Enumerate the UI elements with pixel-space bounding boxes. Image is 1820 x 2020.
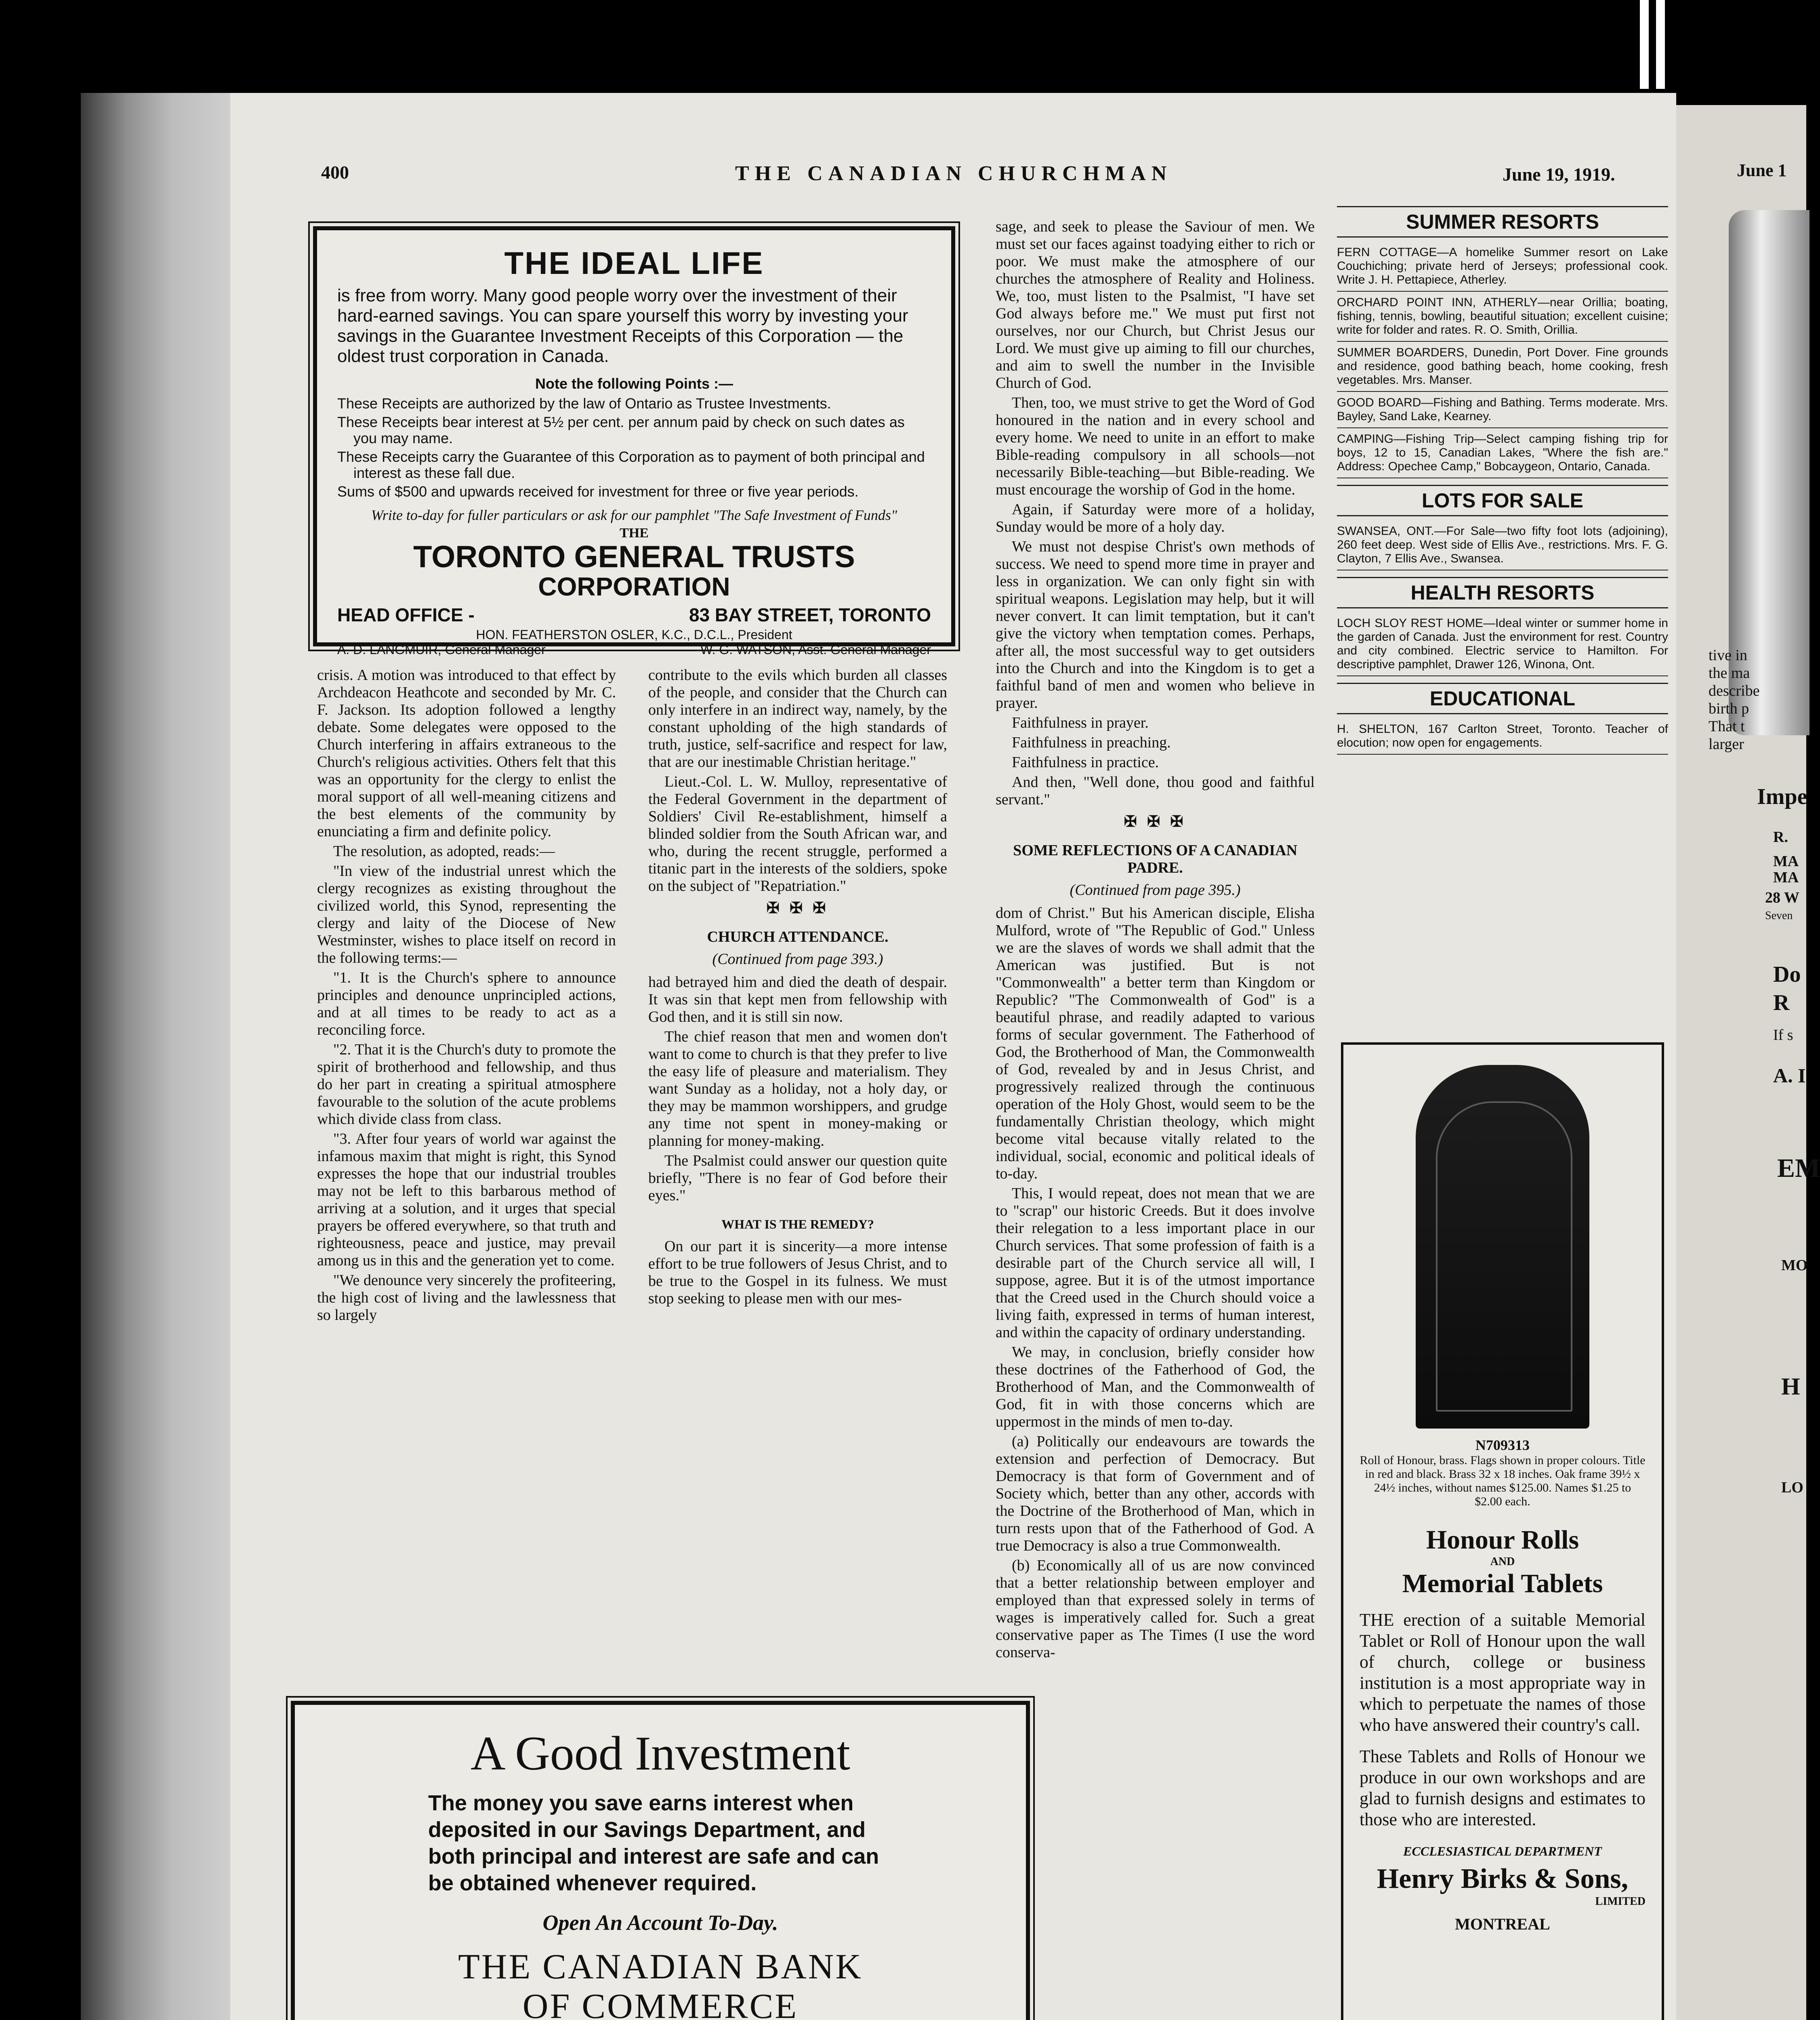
paragraph: The resolution, as adopted, reads:—: [333, 843, 555, 860]
paragraph: Faithfulness in preaching.: [1012, 734, 1171, 751]
paragraph: dom of Christ." But his American disciple, Elisha Mulford, wrote of "The Republic of God." Unless we are the slaves of words we shall admit that the American was justified. But is not "Commonwealth" a better term than Kingdom or Republic? "The Commonwealth of God" is a beautiful phrase, and readily adapted to various forms of secular government. The Fatherhood of God, the Brotherhood of Man, the Commonwealth of God, revealed by and in Jesus Christ, and progressively realized through the continuous operation of the Holy Ghost, would seem to be the fundamentally Christian theology, which might become vital because vitally related to the individual, social, economic and political ideals of to-day.: [996, 905, 1315, 1182]
paragraph: (a) Politically our endeavours are towards the extension and perfection of Democracy. But Democracy is that form of Government and of Society which, better than any other, accords with the Doctrine of the Brotherhood of Man, which in turn rests upon that of the Fatherhood of God. A true Democracy is also a true Commonwealth.: [996, 1433, 1315, 1554]
ad-good-investment: [291, 1701, 1030, 2020]
ad-body: These Tablets and Rolls of Honour we produce in our own workshops and are glad to furnish designs and estimates to those who are interested.: [1360, 1746, 1646, 1829]
paragraph: We may, in conclusion, briefly consider how these doctrines of the Fatherhood of God, the Brotherhood of Man, and the Commonwealth of God, fit in with those concerns which are uppermost in the minds of men to-day.: [996, 1344, 1315, 1430]
ad-point: These Receipts carry the Guarantee of this Corporation as to payment of both principal and interest as these fall due.: [337, 448, 925, 481]
section-lots-for-sale: [1337, 485, 1668, 570]
ad-title: Honour Rolls: [1426, 1525, 1579, 1555]
facing-ad-fragment: MO: [1781, 1257, 1808, 1274]
facing-text-line: larger: [1709, 736, 1744, 753]
ad-intro: is free from worry. Many good people worry over the investment of their hard-earned savings. You can spare yourself this worry by investing your savings in the Guarantee Investment Receipts of this Corporation — the oldest trust corporation in Canada.: [337, 286, 908, 366]
ad-ideal-life: [313, 226, 955, 657]
paragraph: sage, and seek to please the Saviour of men. We must set our faces against toadying either to rich or poor. We must make the atmosphere of our churches the atmosphere of Reality and Holiness. We, too, must listen to the Psalmist, "I have set God always before me." We must put first not ourselves, nor our Church, but Christ Jesus our Lord. We must give up aiming to fill our churches, and aim to swell the number in the Invisible Church of God.: [996, 218, 1315, 391]
ad-president: HON. FEATHERSTON OSLER, K.C., D.C.L., President: [476, 627, 792, 642]
paragraph: This, I would repeat, does not mean that we are to "scrap" our historic Creeds. But it does involve their relegation to a less important place in our Church services. That some profession of faith is a desirable part of the Church service all will, I suppose, agree. But it is of the utmost importance that the Creed used in the Church should voice a living faith, expressed in terms of human interest, and within the capacity of ordinary understanding.: [996, 1185, 1315, 1341]
section-ornament: ✠ ✠ ✠: [766, 900, 829, 917]
listing: CAMPING—Fishing Trip—Select camping fishing trip for boys, 12 to 15, Canadian Lakes, "Where the fish are." Address: Opechee Camp," Bobcaygeon, Ontario, Canada.: [1337, 428, 1668, 478]
article-heading: CHURCH ATTENDANCE.: [707, 928, 889, 945]
ad-bank-name: THE CANADIAN BANK: [458, 1947, 863, 1986]
facing-ad-fragment: LO: [1781, 1479, 1803, 1496]
facing-page-date: June 1: [1737, 160, 1787, 180]
facing-text-line: describe: [1709, 682, 1760, 699]
ad-title: A Good Investment: [471, 1726, 850, 1780]
paragraph: Faithfulness in practice.: [1012, 754, 1159, 771]
section-summer-resorts: [1337, 206, 1668, 478]
catalog-number: N709313: [1475, 1437, 1530, 1453]
ad-firm-name: Henry Birks & Sons,: [1377, 1863, 1629, 1894]
facing-text-line: tive in: [1709, 647, 1748, 664]
ad-point: These Receipts bear interest at 5½ per cent. per annum paid by check on such dates as you may name.: [337, 414, 905, 446]
memorial-tablet-image: [1416, 1065, 1589, 1429]
office-label: HEAD OFFICE -: [337, 604, 475, 625]
facing-ad-fragment: 28 W: [1765, 889, 1799, 906]
column-1: [317, 667, 616, 1326]
continued-note: (Continued from page 393.): [712, 951, 883, 968]
ad-company-name-2: CORPORATION: [538, 572, 730, 601]
ad-bank-name-2: OF COMMERCE: [522, 1987, 799, 2020]
section-heading: SUMMER RESORTS: [1337, 206, 1668, 238]
paragraph: (b) Economically all of us are now convinced that a better relationship between employer and employed than that expressed solely in terms of wages is imperatively called for. Such a great conservative paper as The Times (I use the word conserva-: [996, 1557, 1315, 1661]
facing-ad-fragment: R: [1773, 990, 1790, 1015]
paragraph: And then, "Well done, thou good and faithful servant.": [996, 774, 1315, 808]
column-3: [996, 218, 1315, 1664]
ad-point: Sums of $500 and upwards received for investment for three or five year periods.: [337, 483, 859, 500]
ad-body: THE erection of a suitable Memorial Tablet or Roll of Honour upon the wall of church, college or business institution is a most appropriate way in which to perpetuate the names of those who have answered their country's call.: [1360, 1610, 1646, 1735]
ad-title: THE IDEAL LIFE: [504, 245, 764, 281]
listing: SUMMER BOARDERS, Dunedin, Port Dover. Fine grounds and residence, good bathing beach, home cooking, fresh vegetables. Mrs. Manser.: [1337, 342, 1668, 392]
ad-title-and: AND: [1490, 1555, 1515, 1568]
paragraph: Again, if Saturday were more of a holiday, Sunday would be more of a holy day.: [996, 501, 1315, 535]
listing: H. SHELTON, 167 Carlton Street, Toronto. Teacher of elocution; now open for engagements.: [1337, 718, 1668, 755]
ad-limited: LIMITED: [1595, 1895, 1646, 1908]
facing-ad-fragment: MA: [1773, 869, 1799, 886]
ad-asst-manager: W. G. WATSON, Asst. General Manager: [700, 642, 931, 657]
ad-honour-rolls: [1341, 1042, 1664, 2020]
newspaper-page: [230, 93, 1676, 2020]
book-page-edges: [81, 93, 234, 2020]
facing-ad-fragment: Do: [1773, 962, 1801, 987]
continued-note: (Continued from page 395.): [1070, 882, 1241, 898]
facing-ad-fragment: MA: [1773, 853, 1799, 870]
paragraph: "We denounce very sincerely the profiteering, the high cost of living and the lawlessness that so largely: [317, 1272, 616, 1324]
paragraph: On our part it is sincerity—a more intense effort to be true followers of Jesus Christ, and to be true to the Gospel in its fulness. We must stop seeking to please men with our mes-: [648, 1238, 947, 1307]
paragraph: "3. After four years of world war against the infamous maxim that might is right, this Synod expresses the hope that our industrial troubles may not be left to this barbarous method of arriving at a solution, and it urges that special prayers be offered everywhere, so that truth and righteousness, peace and justice, may prevail among us in this and the generation yet to come.: [317, 1130, 616, 1269]
masthead: THE CANADIAN CHURCHMAN: [735, 162, 1173, 185]
facing-text-line: That t: [1709, 718, 1745, 735]
listing: FERN COTTAGE—A homelike Summer resort on Lake Couchiching; private herd of Jerseys; professional cook. Write J. H. Pettapiece, Atherley.: [1337, 242, 1668, 292]
facing-text-line: birth p: [1709, 700, 1749, 717]
section-heading: EDUCATIONAL: [1337, 683, 1668, 714]
paragraph: Lieut.-Col. L. W. Mulloy, representative of the Federal Government in the department of Soldiers' Civil Re-establishment, himself a blinded soldier from the South African war, and who, during the recent struggle, performed a titanic part in the interests of the soldiers, spoke on the subject of "Repatriation.": [648, 773, 947, 894]
page-header: [230, 162, 1676, 198]
ad-point: These Receipts are authorized by the law of Ontario as Trustee Investments.: [337, 395, 831, 412]
ad-note: Note the following Points :—: [535, 375, 733, 392]
column-2: [648, 667, 947, 1310]
paragraph: We must not despise Christ's own methods of success. We need to spend more time in prayer and less in organization. We can only fight sin with spiritual weapons. Legislation may help, but it will never convert. It can limit temptation, but it can't give the victory when temptation comes. Perhaps, after all, the most successful way to get outsiders into the Church and into the Kingdom is to get a faithful band of men and women who believe in prayer.: [996, 538, 1315, 711]
ad-city: MONTREAL: [1455, 1915, 1550, 1933]
facing-page: [1676, 105, 1820, 2020]
listing: LOCH SLOY REST HOME—Ideal winter or summer home in the garden of Canada. Just the environment for rest. Country and city combined. Electric service to Hamilton. For descriptive pamphlet, Drawer 126, Winona, Ont.: [1337, 612, 1668, 676]
film-bar: [1640, 0, 1649, 89]
facing-ad-fragment: H: [1781, 1373, 1800, 1400]
paragraph: The chief reason that men and women don't want to come to church is that they prefer to live the easy life of pleasure and materialism. They want Sunday as a holiday, not a holy day, or they may be mammon worshippers, and grudge any time not spent in money-making or planning for money-making.: [648, 1028, 947, 1149]
section-ornament: ✠ ✠ ✠: [1124, 813, 1187, 830]
article-heading: SOME REFLECTIONS OF A CANADIAN PADRE.: [1013, 842, 1297, 876]
section-heading: HEALTH RESORTS: [1337, 577, 1668, 608]
listing: SWANSEA, ONT.—For Sale—two fifty foot lots (adjoining), 260 feet deep. West side of Ellis Ave., restrictions. Mrs. F. G. Clayton, 7 Ellis Ave., Swansea.: [1337, 520, 1668, 570]
ad-manager: A. D. LANGMUIR, General Manager: [337, 642, 546, 657]
ad-department: ECCLESIASTICAL DEPARTMENT: [1403, 1844, 1602, 1858]
paragraph: Then, too, we must strive to get the Word of God honoured in the nation and in every school and every home. We need to unite in an effort to make Bible-reading compulsory in all schools—not necessarily Bible-teaching—but Bible-reading. We must encourage the worship of God in the home.: [996, 394, 1315, 498]
ad-title-2: Memorial Tablets: [1402, 1569, 1603, 1598]
issue-date: June 19, 1919.: [1503, 164, 1615, 185]
ad-text: The money you save earns interest when deposited in our Savings Department, and both principal and interest are safe and can be obtained whenever required.: [428, 1791, 879, 1895]
ad-managers: [337, 642, 931, 657]
paragraph: had betrayed him and died the death of despair. It was sin that kept men from fellowship with God then, and it is still sin now.: [648, 974, 947, 1025]
paragraph: contribute to the evils which burden all classes of the people, and consider that the Church can only interfere in an indirect way, namely, by the constant upholding of the high standards of truth, justice, self-sacrifice and respect for law, that are our inestimable Christian heritage.": [648, 667, 947, 770]
paragraph: The Psalmist could answer our question quite briefly, "There is no fear of God before their eyes.": [648, 1152, 947, 1204]
subheading: WHAT IS THE REMEDY?: [721, 1217, 874, 1231]
facing-ad-fragment: If s: [1773, 1027, 1793, 1044]
ad-company-name: TORONTO GENERAL TRUSTS: [413, 540, 855, 574]
paragraph: "2. That it is the Church's duty to promote the spirit of brotherhood and fellowship, and thus do her part in creating a spiritual atmosphere favourable to the solution of the acute problems which divide class from class.: [317, 1041, 616, 1128]
listing: GOOD BOARD—Fishing and Bathing. Terms moderate. Mrs. Bayley, Sand Lake, Kearney.: [1337, 392, 1668, 428]
facing-text-line: the ma: [1709, 665, 1750, 682]
paragraph: Faithfulness in prayer.: [1012, 714, 1149, 731]
film-bar: [1656, 0, 1665, 89]
paragraph: crisis. A motion was introduced to that effect by Archdeacon Heathcote and seconded by Mr. C. F. Jackson. Its adoption followed a lengthy debate. Some delegates were opposed to the Church interfering in affairs extraneous to the Church's religious activities. Others felt that this was an opportunity for the clergy to enlist the moral support of all well-meaning citizens and the best elements of the community by enunciating a firm and definite policy.: [317, 667, 616, 840]
facing-ad-fragment: Seven: [1765, 909, 1793, 922]
section-heading: LOTS FOR SALE: [1337, 485, 1668, 516]
ad-the: THE: [620, 526, 649, 541]
ad-call-to-action: Open An Account To-Day.: [542, 1911, 778, 1935]
ad-office: [337, 604, 931, 626]
paragraph: "In view of the industrial unrest which the clergy recognizes as existing throughout the civilized world, this Synod, representing the clergy and laity of the Diocese of New Westminster, wishes to place itself on record in the following terms:—: [317, 863, 616, 966]
listing: ORCHARD POINT INN, ATHERLY—near Orillia; boating, fishing, tennis, bowling, beautiful situation; excellent cuisine; write for folder and rates. R. O. Smith, Orillia.: [1337, 292, 1668, 342]
product-description: Roll of Honour, brass. Flags shown in proper colours. Title in red and black. Brass 32 x 18 inches. Oak frame 39½ x 24½ inches, without names $125.00. Names $1.25 to $2.00 each.: [1360, 1454, 1646, 1508]
paragraph: "1. It is the Church's sphere to announce principles and denounce unprincipled actions, and at all times to be ready to act as a reconciling force.: [317, 969, 616, 1038]
classifieds-sidebar: [1337, 206, 1668, 761]
section-health-resorts: [1337, 577, 1668, 676]
facing-ad-fragment: R.: [1773, 829, 1788, 846]
ad-write: Write to-day for fuller particulars or ask for our pamphlet "The Safe Investment of Funds": [371, 507, 897, 523]
facing-ad-fragment: A. I: [1773, 1064, 1806, 1087]
section-educational: [1337, 683, 1668, 755]
facing-ad-fragment: Impe: [1757, 784, 1807, 809]
page-number: 400: [321, 162, 349, 183]
office-address: 83 BAY STREET, TORONTO: [689, 604, 931, 625]
facing-ad-fragment: EM: [1777, 1153, 1820, 1183]
